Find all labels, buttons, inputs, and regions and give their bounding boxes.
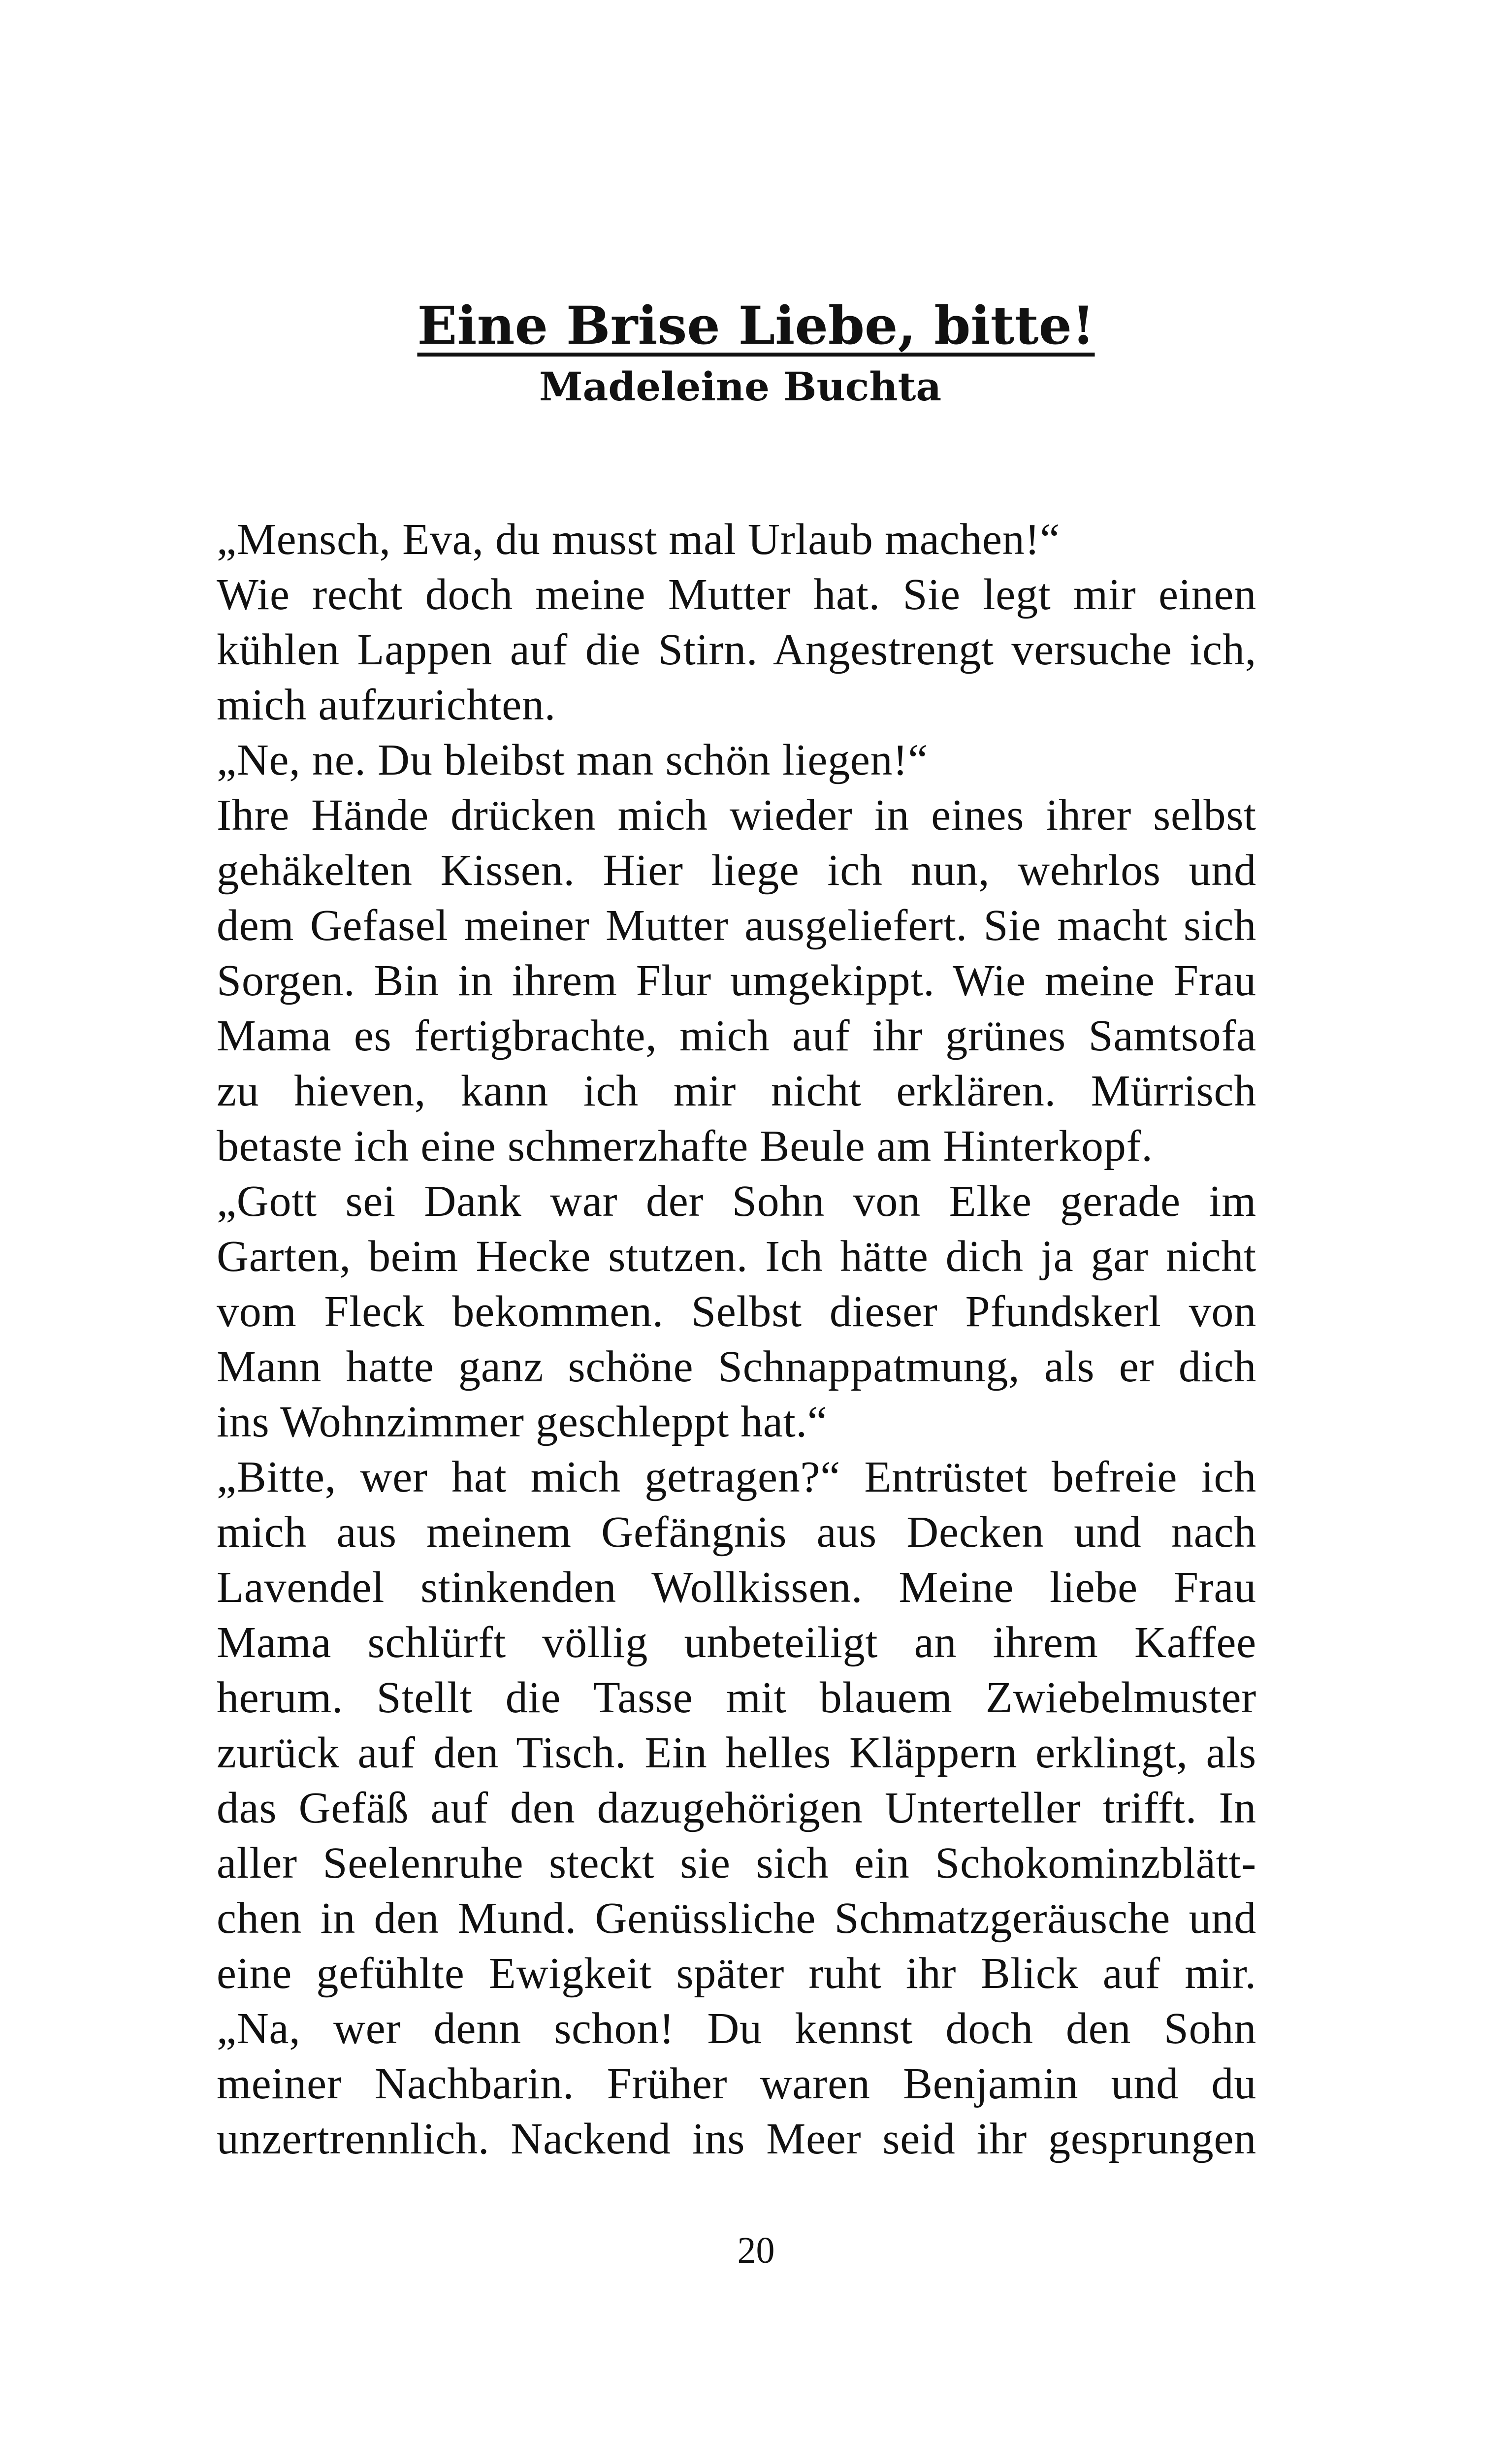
text-line: chen in den Mund. Genüssliche Schmatzgeräusche und xyxy=(217,1894,1256,1943)
text-line: ins Wohnzimmer geschleppt hat.“ xyxy=(217,1398,828,1446)
text-line: Lavendel stinkenden Wollkissen. Meine liebe Frau xyxy=(217,1563,1256,1612)
text-line: „Mensch, Eva, du musst mal Urlaub machen!“ xyxy=(217,515,1061,564)
text-line: Sorgen. Bin in ihrem Flur umgekippt. Wie meine Frau xyxy=(217,956,1256,1005)
text-line: mich aus meinem Gefängnis aus Decken und nach xyxy=(217,1508,1256,1557)
text-line: „Bitte, wer hat mich getragen?“ Entrüstet befreie ich xyxy=(217,1453,1256,1501)
text-line: das Gefäß auf den dazugehörigen Unterteller trifft. In xyxy=(217,1784,1256,1832)
text-line: zurück auf den Tisch. Ein helles Kläppern erklingt, als xyxy=(217,1728,1256,1777)
text-line: herum. Stellt die Tasse mit blauem Zwiebelmuster xyxy=(217,1673,1256,1722)
text-line: Mama schlürft völlig unbeteiligt an ihrem Kaffee xyxy=(217,1618,1256,1667)
text-line: zu hieven, kann ich mir nicht erklären. Mürrisch xyxy=(217,1067,1256,1115)
text-line: gehäkelten Kissen. Hier liege ich nun, wehrlos und xyxy=(217,846,1256,895)
text-line: „Gott sei Dank war der Sohn von Elke gerade im xyxy=(217,1177,1256,1226)
text-line: „Ne, ne. Du bleibst man schön liegen!“ xyxy=(217,736,928,784)
text-line: unzertrennlich. Nackend ins Meer seid ihr gesprungen xyxy=(217,2115,1256,2163)
story-body xyxy=(217,512,1256,2167)
text-line: Garten, beim Hecke stutzen. Ich hätte dich ja gar nicht xyxy=(217,1232,1256,1281)
text-line: Wie recht doch meine Mutter hat. Sie legt mir einen xyxy=(217,570,1256,619)
text-line: betaste ich eine schmerzhafte Beule am Hinterkopf. xyxy=(217,1122,1153,1171)
text-line: meiner Nachbarin. Früher waren Benjamin und du xyxy=(217,2059,1256,2108)
story-title-text: Eine Brise Liebe, bitte! xyxy=(417,294,1095,356)
text-line: dem Gefasel meiner Mutter ausgeliefert. Sie macht sich xyxy=(217,901,1256,950)
text-line: vom Fleck bekommen. Selbst dieser Pfundskerl von xyxy=(217,1287,1256,1336)
text-line: Mama es fertigbrachte, mich auf ihr grünes Samtsofa xyxy=(217,1011,1256,1060)
story-title xyxy=(0,293,1512,358)
text-line: kühlen Lappen auf die Stirn. Angestrengt versuche ich, xyxy=(217,625,1256,674)
author-name: Madeleine Buchta xyxy=(539,363,942,410)
text-line: aller Seelenruhe steckt sie sich ein Schokominzblätt- xyxy=(217,1839,1256,1888)
text-line: Ihre Hände drücken mich wieder in eines ihrer selbst xyxy=(217,791,1256,840)
text-line: eine gefühlte Ewigkeit später ruht ihr Blick auf mir. xyxy=(217,1949,1256,1998)
text-line: Mann hatte ganz schöne Schnappatmung, als er dich xyxy=(217,1342,1256,1391)
text-line: mich aufzurichten. xyxy=(217,681,556,729)
page-number: 20 xyxy=(737,2230,775,2271)
text-line: „Na, wer denn schon! Du kennst doch den Sohn xyxy=(217,2004,1256,2053)
